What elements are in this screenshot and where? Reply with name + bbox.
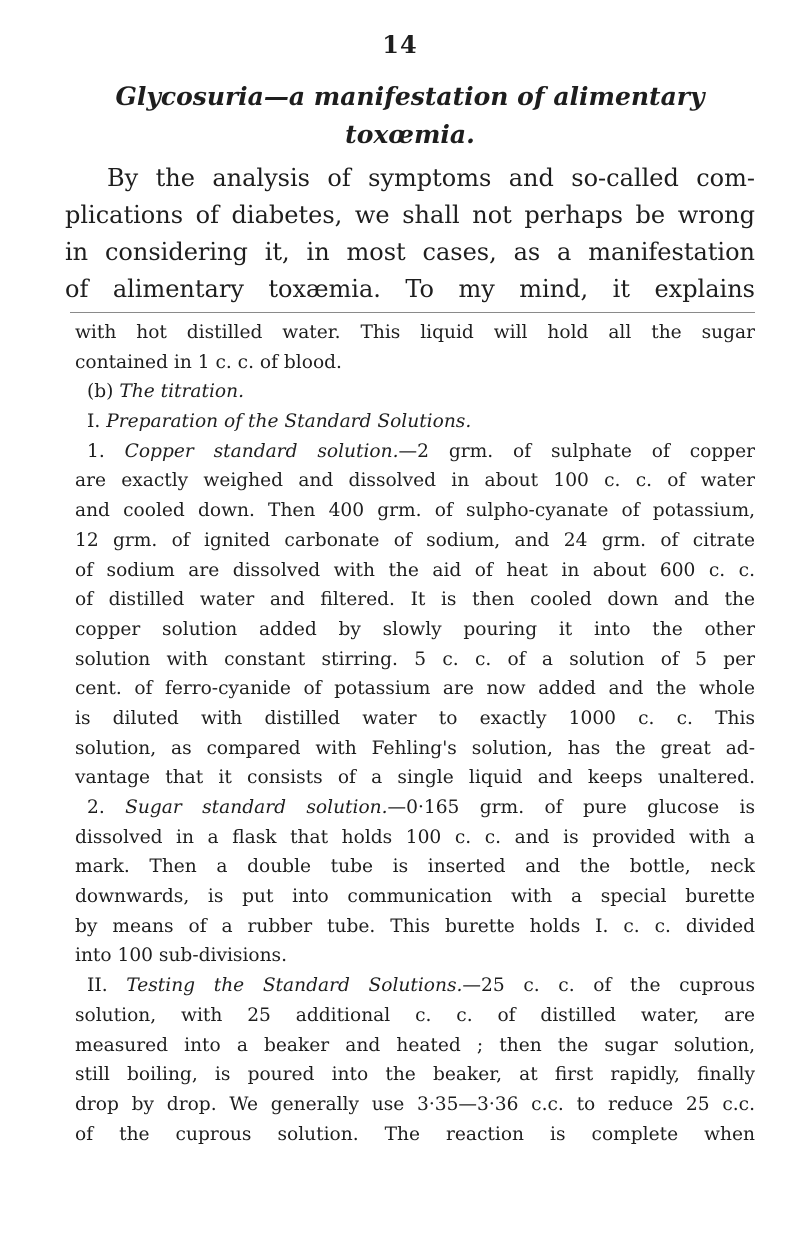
section-2-line: measured into a beaker and heated ; then the sugar solution, (75, 1034, 755, 1056)
intro-line: in considering it, in most cases, as a manifestation (65, 238, 755, 266)
paragraph-2-title: Sugar standard solution. (125, 797, 388, 818)
section-2-line: drop by drop. We generally use 3·35—3·36 c.c. to reduce 25 c.c. (75, 1093, 755, 1115)
paragraph-2-marker: 2. (87, 797, 105, 818)
section-2-line: of the cuprous solution. The reaction is complete when (75, 1123, 755, 1145)
section-1-title: Preparation of the Standard Solutions. (106, 411, 472, 433)
section-heading-line-2: toxœmia. (345, 120, 475, 149)
section-2-first-text: —25 c. c. of the cuprous (462, 975, 755, 997)
paragraph-1-title: Copper standard solution. (124, 440, 399, 462)
intro-line: plications of diabetes, we shall not perhaps be wrong (65, 201, 755, 229)
section-2-line: still boiling, is poured into the beaker, at first rapidly, finally (75, 1064, 755, 1086)
section-1-marker: I. (87, 411, 101, 433)
paragraph-1-first-line (75, 437, 755, 467)
paragraph-1-line: is diluted with distilled water to exactly 1000 c. c. This (75, 707, 755, 729)
intro-line: of alimentary toxæmia. To my mind, it explains (65, 275, 755, 303)
section-2-title: Testing the Standard Solutions. (126, 975, 463, 997)
section-2-line: solution, with 25 additional c. c. of distilled water, are (75, 1004, 755, 1026)
paragraph-2-line: by means of a rubber tube. This burette holds I. c. c. divided (75, 915, 755, 937)
paragraph-1-line: solution, as compared with Fehling's solution, has the great ad- (75, 737, 755, 759)
paragraph-1-line: and cooled down. Then 400 grm. of sulpho-cyanate of potassium, (75, 500, 755, 522)
paragraph-2-line: downwards, is put into communication with a special burette (75, 886, 755, 908)
paragraph-2-line: dissolved in a flask that holds 100 c. c. and is provided with a (75, 826, 755, 848)
paragraph-1-line: of sodium are dissolved with the aid of heat in about 600 c. c. (75, 559, 755, 581)
page-number: 14 (382, 30, 418, 59)
footnote-line: contained in 1 c. c. of blood. (75, 351, 342, 373)
section-1-heading (75, 407, 755, 437)
paragraph-1-line: vantage that it consists of a single liquid and keeps unaltered. (75, 767, 755, 789)
paragraph-1-line: of distilled water and filtered. It is then cooled down and the (75, 589, 755, 611)
intro-line: By the analysis of symptoms and so-called com- (107, 164, 755, 192)
paragraph-2-line: mark. Then a double tube is inserted and the bottle, neck (75, 856, 755, 878)
paragraph-1-line: copper solution added by slowly pouring it into the other (75, 618, 755, 640)
section-2-marker: II. (87, 975, 108, 997)
footnote-line: with hot distilled water. This liquid will hold all the sugar (75, 322, 755, 343)
paragraph-1-line: 12 grm. of ignited carbonate of sodium, and 24 grm. of citrate (75, 529, 755, 551)
footnote-divider (70, 312, 755, 313)
paragraph-2-line: into 100 sub-divisions. (75, 945, 288, 967)
paragraph-2-first-line (75, 793, 755, 823)
subsection-b-title: The titration. (119, 381, 244, 403)
section-2-first-line (75, 971, 755, 1001)
subsection-b-heading (75, 377, 755, 407)
paragraph-1-marker: 1. (87, 440, 105, 462)
paragraph-2-first-text: —0·165 grm. of pure glucose is (387, 797, 755, 818)
paragraph-1-line: solution with constant stirring. 5 c. c. of a solution of 5 per (75, 648, 755, 670)
paragraph-1-line: cent. of ferro-cyanide of potassium are now added and the whole (75, 678, 755, 700)
subsection-b-marker: (b) (87, 381, 114, 403)
intro-paragraph (65, 160, 755, 308)
section-heading-line-1: Glycosuria—a manifestation of alimentary (115, 82, 705, 111)
paragraph-1-line: are exactly weighed and dissolved in about 100 c. c. of water (75, 470, 755, 492)
paragraph-1-first-text: —2 grm. of sulphate of copper (398, 440, 755, 462)
footnote-block (75, 318, 755, 1149)
